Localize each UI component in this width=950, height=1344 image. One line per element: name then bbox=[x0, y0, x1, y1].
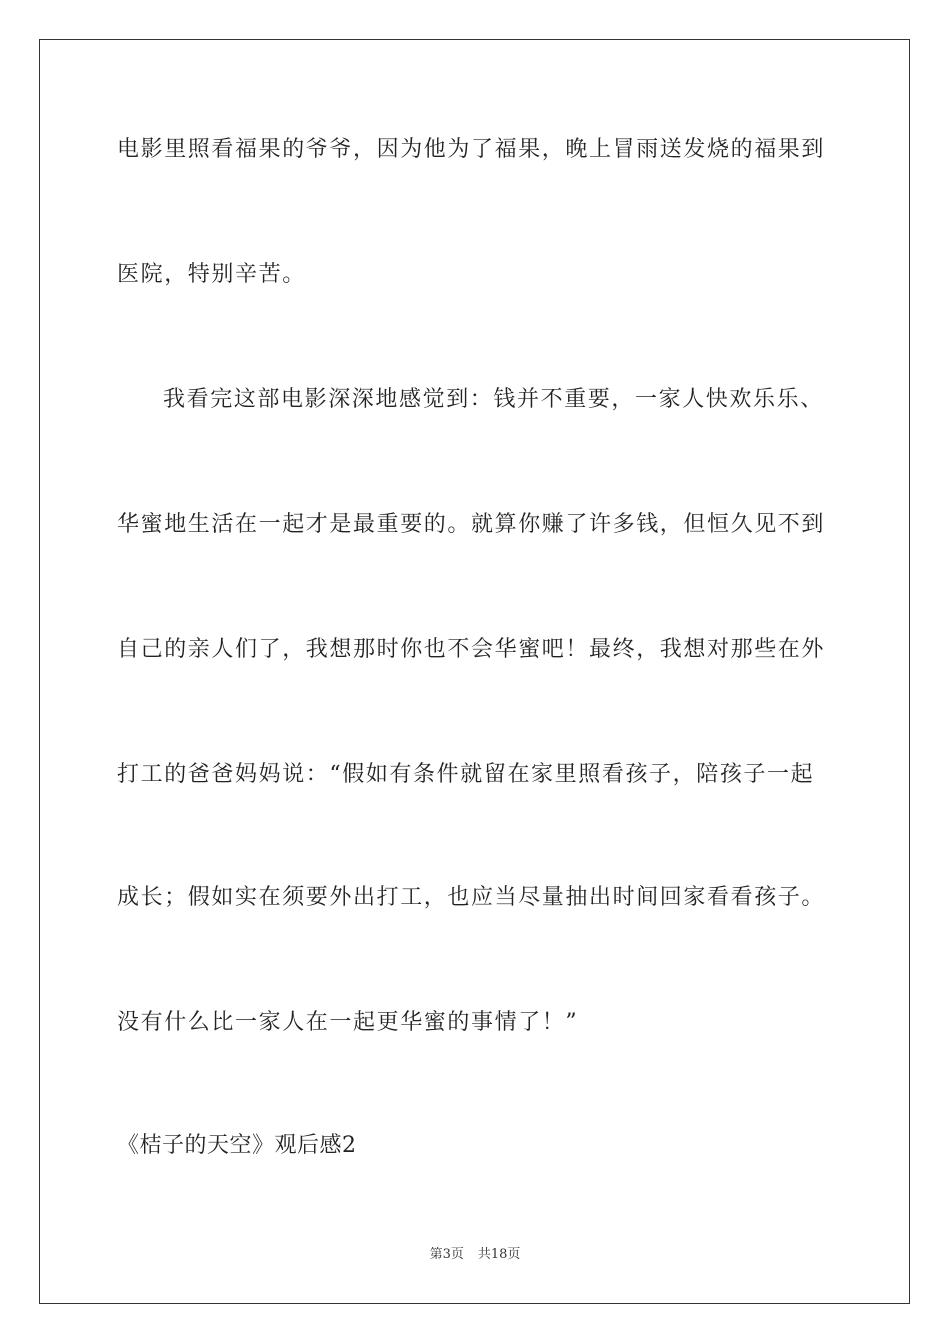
section-title: 《桔子的天空》观后感2 bbox=[117, 1133, 357, 1158]
page-number: 第3页 bbox=[429, 1247, 464, 1262]
page-footer bbox=[0, 1246, 950, 1264]
paragraph-line-2: 医院，特别辛苦。 bbox=[117, 262, 306, 287]
paragraph-line-7: 成长；假如实在须要外出打工，也应当尽量抽出时间回家看看孩子。 bbox=[117, 885, 826, 910]
page-frame bbox=[39, 39, 910, 1304]
paragraph-line-1: 电影里照看福果的爷爷，因为他为了福果，晚上冒雨送发烧的福果到 bbox=[117, 137, 826, 162]
paragraph-line-4: 华蜜地生活在一起才是最重要的。就算你赚了许多钱，但恒久见不到 bbox=[117, 512, 826, 537]
paragraph-line-6: 打工的爸爸妈妈说：“假如有条件就留在家里照看孩子，陪孩子一起 bbox=[117, 762, 815, 787]
paragraph-line-5: 自己的亲人们了，我想那时你也不会华蜜吧！最终，我想对那些在外 bbox=[117, 637, 826, 662]
page-total: 共18页 bbox=[477, 1247, 521, 1262]
paragraph-line-8: 没有什么比一家人在一起更华蜜的事情了！” bbox=[117, 1010, 579, 1035]
paragraph-line-3: 我看完这部电影深深地感觉到：钱并不重要，一家人快欢乐乐、 bbox=[163, 387, 824, 412]
